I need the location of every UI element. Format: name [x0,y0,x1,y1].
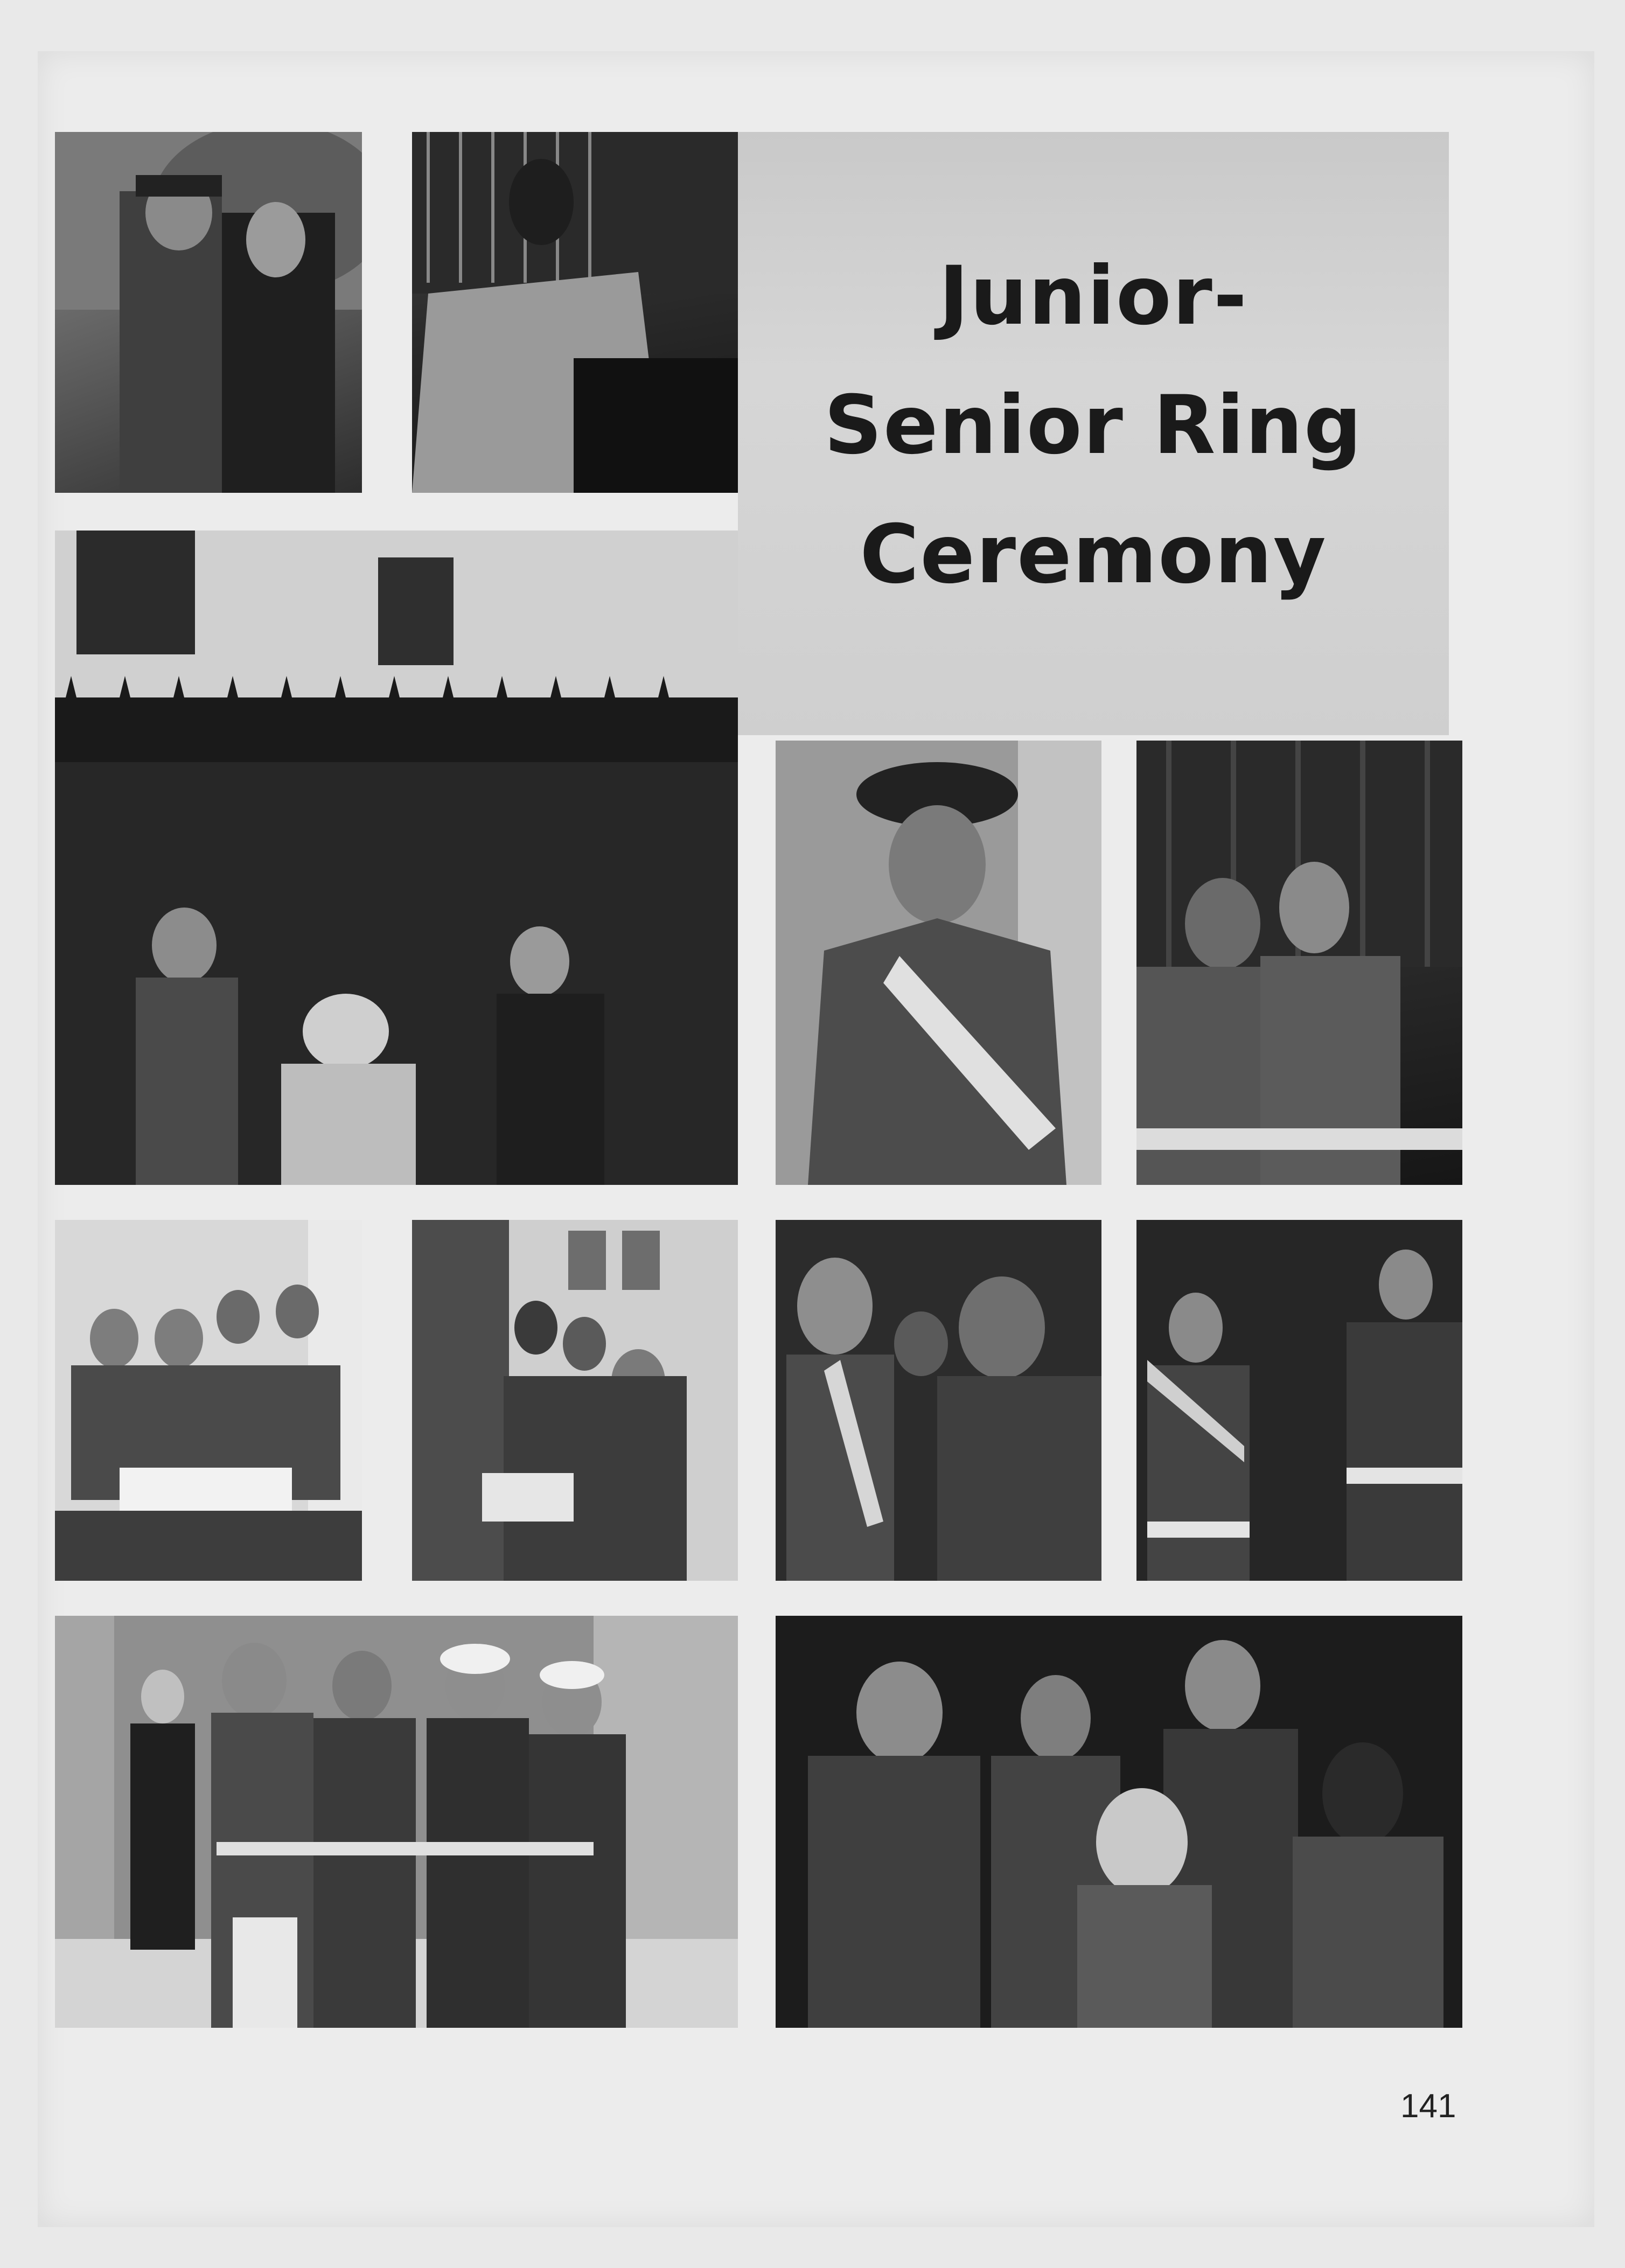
photo-cadets-seated-on-bench [55,1220,362,1581]
photo-cadets-seated-hallway [412,1220,738,1581]
photo-cadet-with-woman-outdoors [55,132,362,493]
photo-cadet-at-organ [412,132,738,493]
photo-cadets-talking-wood-panel [1136,741,1462,1185]
photo-cadets-greeting [776,1220,1101,1581]
photo-cadet-group-outdoors [55,1616,738,2028]
title-line-3: Ceremony [860,508,1327,602]
photo-cadets-in-chapel-pews [55,531,738,1185]
photo-cadet-portrait-in-hat [776,741,1101,1185]
title-block [738,132,1449,735]
title-line-1: Junior- [938,249,1249,343]
photo-cadets-in-line [1136,1220,1462,1581]
photo-cadets-gathering-indoors [776,1616,1462,2028]
title-line-2: Senior Ring [824,379,1363,472]
page-number: 141 [1400,2088,1456,2125]
